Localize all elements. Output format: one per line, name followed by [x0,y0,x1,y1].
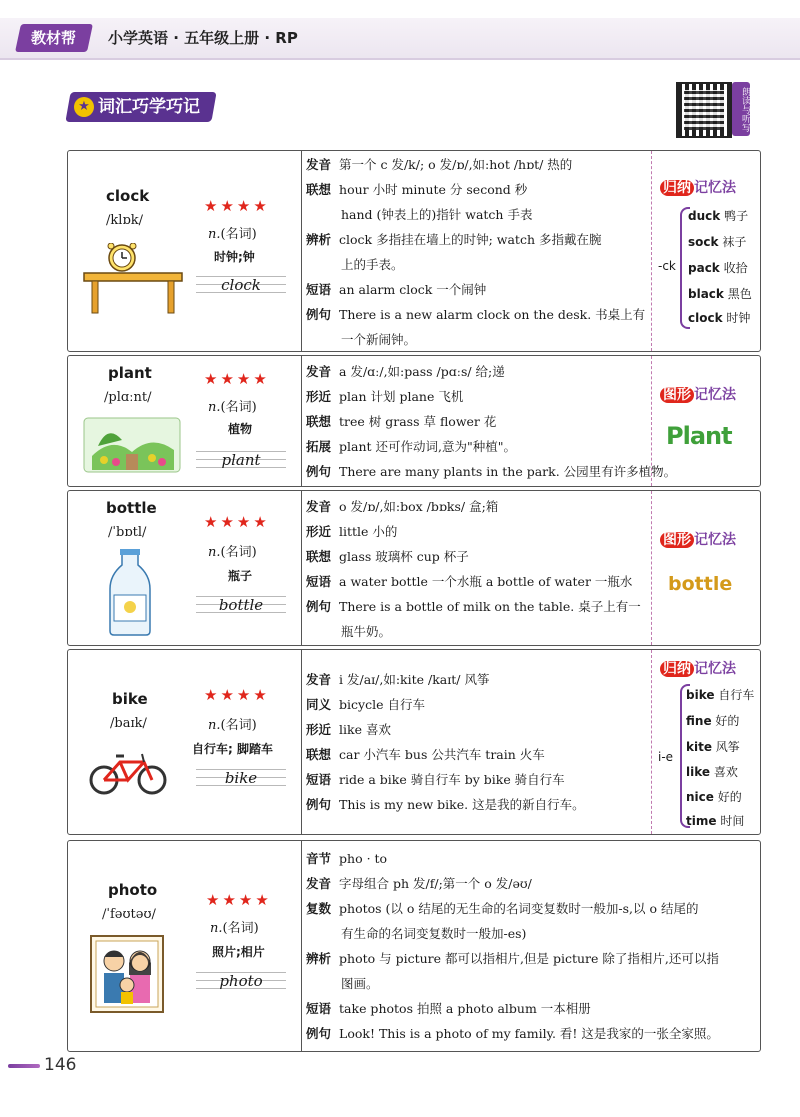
detail-row: 发音 字母组合 ph 发/f/;第一个 o 发/əʊ/ [306,876,532,891]
meaning: 时钟;钟 [214,250,255,264]
importance-stars: ★★★★ [204,513,270,531]
detail-row: 形近 little 小的 [306,524,398,539]
memory-column [651,491,761,645]
part-of-speech: n.(名词) [208,545,257,560]
importance-stars: ★★★★ [204,197,270,215]
memory-word: pack 收拾 [688,261,748,275]
memory-tag: 归纳 记忆法 [660,658,736,678]
detail-row: 辨析 photo 与 picture 都可以指相片,但是 picture 除了指相片,还可以指 [306,951,719,966]
detail-row: 形近 plan 计划 plane 飞机 [306,389,464,404]
part-of-speech: n.(名词) [208,718,257,733]
memory-suffix: i-e [658,750,674,764]
part-of-speech: n.(名词) [208,227,257,242]
vocab-entry-bike [67,649,761,835]
detail-row: 同义 bicycle 自行车 [306,697,425,712]
detail-row: 短语 a water bottle 一个水瓶 a bottle of water 一瓶水 [306,574,633,589]
meaning: 照片;相片 [212,945,265,959]
bottle-illustration [108,549,152,637]
detail-row: 一个新闹钟。 [341,332,417,347]
meaning: 植物 [228,422,253,436]
memory-tag: 图形 记忆法 [660,384,736,404]
word: photo [108,881,158,899]
vocab-entry-plant [67,355,761,487]
qr-code-icon[interactable] [676,82,732,138]
word: bottle [106,499,157,517]
detail-row: 联想 hour 小时 minute 分 second 秒 [306,182,528,197]
meaning: 自行车; 脚踏车 [192,742,273,756]
handwriting-practice: photo [196,967,286,993]
word-column [68,841,302,1051]
word-column [68,356,302,486]
detail-row: 例句 There is a bottle of milk on the table. 桌子上有一 [306,599,641,614]
detail-row: 音节 pho · to [306,851,388,866]
memory-word: time 时间 [686,814,745,828]
meaning: 瓶子 [228,569,253,583]
detail-column [302,356,677,486]
vocab-entry-photo [67,840,761,1052]
bike-illustration [88,750,168,796]
detail-row: 拓展 plant 还可作动词,意为"种植"。 [306,439,516,454]
phonetic: /plɑːnt/ [104,390,152,405]
memory-tag: 图形 记忆法 [660,529,736,549]
detail-row: 发音 o 发/ɒ/,如:box /bɒks/ 盒;箱 [306,499,499,514]
phonetic: /ˈbɒtl/ [108,525,147,540]
detail-row: 上的手表。 [341,257,404,272]
handwriting-practice: bottle [196,591,286,617]
detail-row: hand (钟表上的)指针 watch 手表 [341,207,533,222]
detail-row: 发音 i 发/aɪ/,如:kite /kaɪt/ 风筝 [306,672,490,687]
memory-word: nice 好的 [686,790,742,804]
plant-illustration [82,416,182,474]
memory-word: fine 好的 [686,714,740,728]
memory-word: clock 时钟 [688,311,751,325]
detail-column [302,650,650,834]
detail-row: 瓶牛奶。 [341,624,392,639]
picture-word: bottle [668,573,733,595]
detail-row: 发音 a 发/ɑː/,如:pass /pɑːs/ 给;递 [306,364,505,379]
handwriting-practice: plant [196,446,286,472]
memory-column [651,650,761,834]
word: bike [112,690,148,708]
word: clock [106,187,150,205]
brand-logo: 教材帮 [15,24,93,52]
picture-word: Plant [666,422,732,450]
detail-column [302,841,760,1051]
part-of-speech: n.(名词) [210,921,259,936]
page-number: 146 [44,1055,77,1075]
detail-row: 例句 There is a new alarm clock on the desk. 书桌上有 [306,307,646,322]
memory-word: black 黑色 [688,287,752,301]
page-number-accent [8,1064,40,1068]
importance-stars: ★★★★ [204,686,270,704]
star-badge-icon: ★ [74,97,94,117]
part-of-speech: n.(名词) [208,400,257,415]
phonetic: /baɪk/ [110,716,147,731]
phonetic: /klɒk/ [106,213,143,228]
word-column [68,491,302,645]
memory-word: bike 自行车 [686,688,755,702]
memory-word: like 喜欢 [686,765,738,779]
detail-row: 联想 car 小汽车 bus 公共汽车 train 火车 [306,747,545,762]
detail-row: 短语 take photos 拍照 a photo album 一本相册 [306,1001,591,1016]
detail-row: 辨析 clock 多指挂在墙上的时钟; watch 多指戴在腕 [306,232,602,247]
memory-column [651,356,761,486]
memory-tag: 归纳 记忆法 [660,177,736,197]
memory-column [651,151,761,351]
detail-row: 短语 ride a bike 骑自行车 by bike 骑自行车 [306,772,565,787]
page-header [0,18,800,60]
word-column [68,650,302,834]
phonetic: /ˈfəʊtəʊ/ [102,907,156,922]
detail-row: 短语 an alarm clock 一个闹钟 [306,282,487,297]
detail-row: 例句 There are many plants in the park. 公园里有许多植物。 [306,464,677,479]
memory-word: sock 袜子 [688,235,747,249]
memory-word: kite 风筝 [686,740,740,754]
detail-row: 发音 第一个 c 发/k/; o 发/ɒ/,如:hot /hɒt/ 热的 [306,157,573,172]
memory-word: duck 鸭子 [688,209,749,223]
word-column [68,151,302,351]
detail-column [302,491,650,645]
memory-suffix: -ck [658,259,676,273]
family-photo-illustration [90,935,164,1013]
clock-illustration [80,243,186,317]
detail-row: 形近 like 喜欢 [306,722,391,737]
vocab-entry-clock [67,150,761,352]
brace [680,684,690,828]
importance-stars: ★★★★ [206,891,272,909]
detail-column [302,151,650,351]
handwriting-practice: bike [196,764,286,790]
detail-row: 图画。 [341,976,379,991]
handwriting-practice: clock [196,271,286,297]
word: plant [108,364,152,382]
book-title: 小学英语 · 五年级上册 · RP [108,29,298,47]
detail-row: 联想 tree 树 grass 草 flower 花 [306,414,497,429]
detail-row: 有生命的名词变复数时一般加-es) [341,926,527,941]
section-title: ★ 词汇巧学巧记 [65,92,216,122]
importance-stars: ★★★★ [204,370,270,388]
detail-row: 复数 photos (以 o 结尾的无生命的名词变复数时一般加-s,以 o 结尾的 [306,901,699,916]
detail-row: 联想 glass 玻璃杯 cup 杯子 [306,549,469,564]
detail-row: 例句 This is my new bike. 这是我的新自行车。 [306,797,585,812]
detail-row: 例句 Look! This is a photo of my family. 看! 这是我家的一张全家照。 [306,1026,719,1041]
qr-label: 朗读与听写 [732,82,750,136]
vocab-entry-bottle [67,490,761,646]
